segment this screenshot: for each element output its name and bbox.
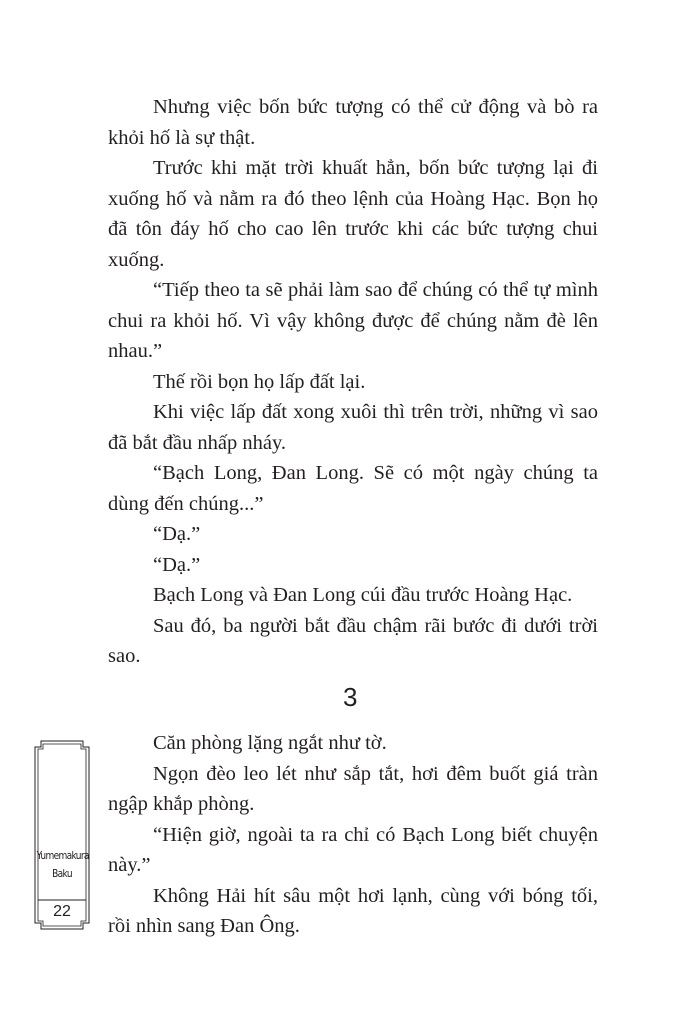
- paragraph: “Dạ.”: [153, 523, 201, 545]
- body-text-bottom: [108, 728, 598, 942]
- paragraph: Nhưng việc bốn bức tượng có thể cử động và bò ra khỏi hố là sự thật.: [108, 96, 598, 149]
- author-line: Baku: [52, 867, 72, 880]
- paragraph: Trước khi mặt trời khuất hẳn, bốn bức tượng lại đi xuống hố và nằm ra đó theo lệnh của Hoàng Hạc. Bọn họ đã tôn đáy hố cho cao lên trước khi các bức tượng chui xuống.: [108, 157, 598, 271]
- paragraph: “Dạ.”: [153, 553, 201, 576]
- paragraph: “Bạch Long, Đan Long. Sẽ có một ngày chúng ta dùng đến chúng...”: [108, 462, 598, 515]
- body-text-top: [108, 92, 598, 672]
- page-number: 22: [53, 903, 71, 920]
- sidebar-running-head: [31, 737, 93, 933]
- paragraph: “Tiếp theo ta sẽ phải làm sao để chúng có thể tự mình chui ra khỏi hố. Vì vậy không được để chúng nằm đè lên nhau.”: [108, 279, 598, 362]
- paragraph: Căn phòng lặng ngắt như tờ.: [153, 732, 387, 754]
- paragraph: Sau đó, ba người bắt đầu chậm rãi bước đi dưới trời sao.: [108, 614, 598, 667]
- paragraph: Ngọn đèo leo lét như sắp tắt, hơi đêm buốt giá tràn ngập khắp phòng.: [108, 762, 598, 815]
- paragraph: Thế rồi bọn họ lấp đất lại.: [153, 370, 366, 393]
- chapter-number: 3: [343, 682, 358, 712]
- author-name: [37, 847, 88, 883]
- paragraph: Khi việc lấp đất xong xuôi thì trên trời, những vì sao đã bắt đầu nhấp nháy.: [108, 401, 598, 454]
- paragraph: “Hiện giờ, ngoài ta ra chỉ có Bạch Long biết chuyện này.”: [108, 823, 598, 876]
- paragraph: Không Hải hít sâu một hơi lạnh, cùng với bóng tối, rồi nhìn sang Đan Ông.: [108, 884, 598, 937]
- author-line: Yumemakura: [36, 849, 89, 862]
- paragraph: Bạch Long và Đan Long cúi đầu trước Hoàng Hạc.: [153, 584, 573, 606]
